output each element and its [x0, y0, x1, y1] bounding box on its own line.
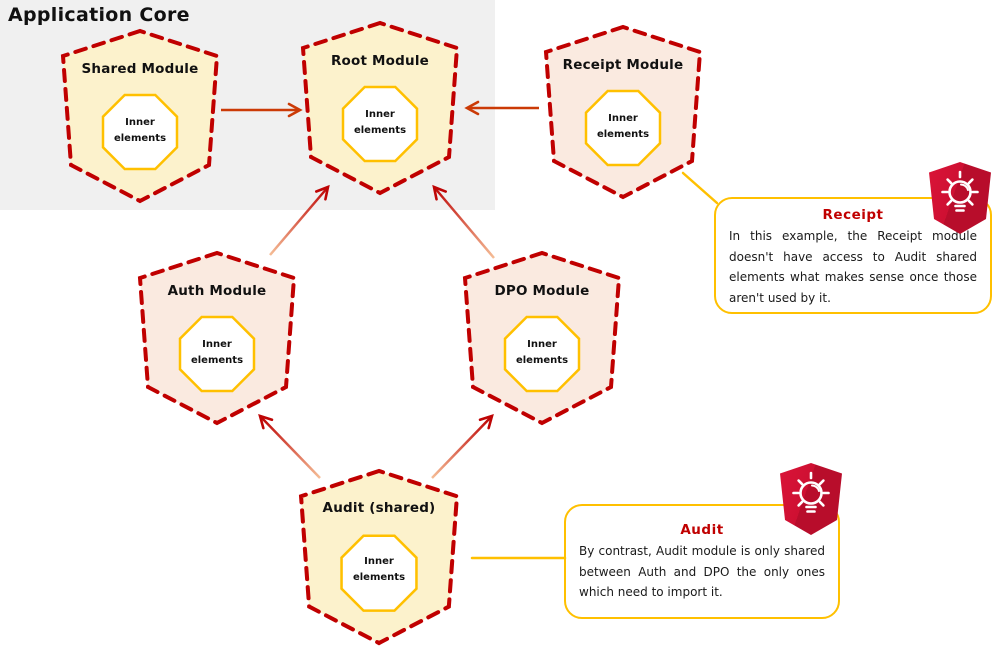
module-auth — [136, 251, 298, 425]
inner-elements-label: Inner elements — [353, 109, 407, 136]
module-receipt — [542, 25, 704, 199]
module-root-label: Root Module — [330, 53, 430, 69]
callout-receipt-title: Receipt — [822, 207, 884, 223]
inner-elements-label: Inner elements — [113, 117, 167, 144]
inner-elements-label: Inner elements — [515, 339, 569, 366]
module-audit — [297, 468, 461, 646]
inner-elements-label: Inner elements — [596, 113, 650, 140]
module-auth-label: Auth Module — [167, 283, 267, 299]
module-shared — [59, 29, 221, 203]
lightbulb-shield-icon — [926, 161, 994, 235]
receipt-lightbulb-badge — [926, 161, 994, 239]
module-dpo-label: DPO Module — [494, 283, 590, 299]
audit-lightbulb-badge — [777, 462, 845, 540]
callout-audit-title: Audit — [680, 522, 724, 538]
callout-receipt-body: In this example, the Receipt module doesn't have access to Audit shared elements what makes sense once those aren't used by it. — [729, 229, 977, 305]
callout-audit-body: By contrast, Audit module is only shared between Auth and DPO the only ones which need to import it. — [579, 544, 825, 600]
inner-elements-label: Inner elements — [190, 339, 244, 366]
module-root — [299, 21, 461, 195]
module-audit-label: Audit (shared) — [322, 500, 436, 516]
application-core-title: Application Core — [8, 4, 190, 26]
module-receipt-label: Receipt Module — [562, 57, 684, 73]
inner-elements-label: Inner elements — [352, 556, 406, 583]
module-shared-label: Shared Module — [81, 61, 199, 77]
module-dpo — [461, 251, 623, 425]
lightbulb-shield-icon — [777, 462, 845, 536]
